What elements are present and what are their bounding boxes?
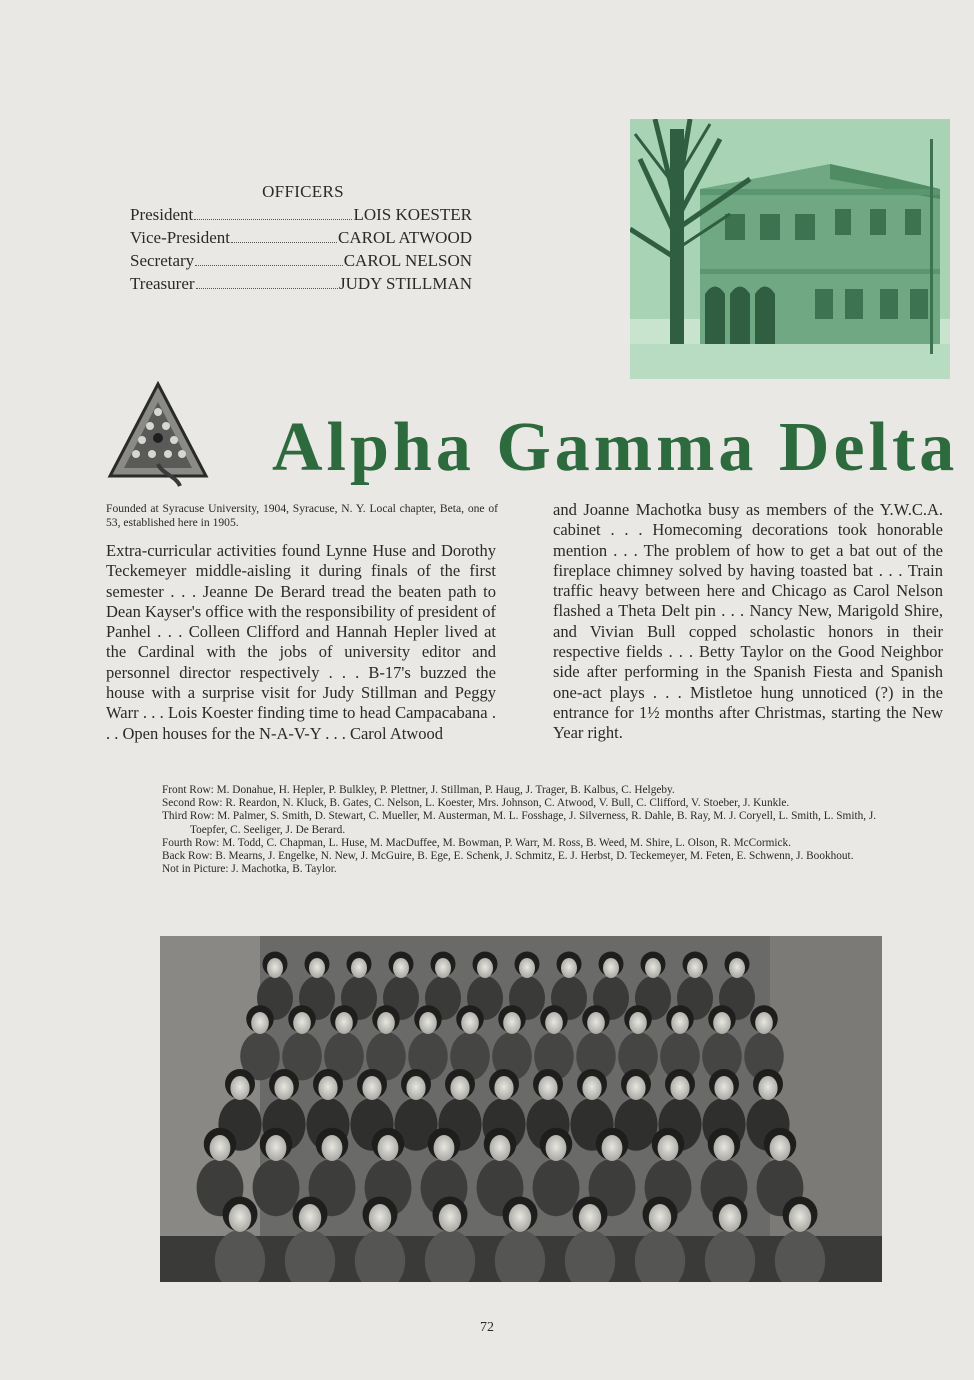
person-face bbox=[419, 1012, 437, 1034]
person-face bbox=[351, 958, 367, 978]
person-body bbox=[533, 1159, 580, 1216]
page-title: Alpha Gamma Delta bbox=[272, 409, 959, 486]
officer-row bbox=[130, 249, 472, 272]
person-face bbox=[770, 1135, 791, 1161]
person-face bbox=[503, 1012, 521, 1034]
person-face bbox=[671, 1012, 689, 1034]
person-face bbox=[758, 1076, 777, 1100]
person-face bbox=[519, 958, 535, 978]
person-face bbox=[406, 1076, 425, 1100]
person-face bbox=[210, 1135, 231, 1161]
person-face bbox=[490, 1135, 511, 1161]
person-face bbox=[318, 1076, 337, 1100]
person-face bbox=[293, 1012, 311, 1034]
officer-row bbox=[130, 272, 472, 295]
officer-row bbox=[130, 203, 472, 226]
person-face bbox=[789, 1204, 811, 1232]
photo-caption bbox=[162, 784, 884, 876]
founding-note: Founded at Syracuse University, 1904, Syracuse, N. Y. Local chapter, Beta, one of 53, established here in 1905. bbox=[106, 502, 498, 529]
group-photo bbox=[160, 936, 882, 1282]
person-body bbox=[253, 1159, 300, 1216]
officer-role: Treasurer bbox=[130, 274, 195, 293]
person-face bbox=[649, 1204, 671, 1232]
person-face bbox=[335, 1012, 353, 1034]
sorority-pin-icon bbox=[106, 380, 210, 488]
caption-line: Front Row: M. Donahue, H. Hepler, P. Bulkley, P. Plettner, J. Stillman, P. Haug, J. Trager, B. Kalbus, C. Helgeby. bbox=[162, 784, 675, 796]
person-face bbox=[538, 1076, 557, 1100]
person-face bbox=[477, 958, 493, 978]
person-face bbox=[645, 958, 661, 978]
officers-heading: OFFICERS bbox=[262, 182, 344, 201]
page-number: 72 bbox=[480, 1320, 494, 1335]
person-face bbox=[450, 1076, 469, 1100]
officer-name: JUDY STILLMAN bbox=[338, 274, 472, 293]
person-face bbox=[714, 1076, 733, 1100]
body-column-right: and Joanne Machotka busy as members of the Y.W.C.A. cabinet . . . Homecoming decorations took honorable mention . . . The problem of how to get a bat out of the fireplace chimney solved by having toasted bat . . . Train traffic heavy between here and Chicago as Carol Nelson flashed a Theta Delt pin . . . Nancy New, Marigold Shire, and Vivian Bull copped scholastic honors in their respective fields . . . Betty Taylor on the Good Neighbor side after performing in the Spanish Fiesta and Spanish one-act plays . . . Mistletoe hung unnoticed (?) in the entrance for 1½ months after Christmas, starting the New Year right. bbox=[553, 500, 943, 743]
officer-name: CAROL ATWOOD bbox=[338, 228, 472, 247]
officer-name: CAROL NELSON bbox=[343, 251, 472, 270]
person-face bbox=[579, 1204, 601, 1232]
person-face bbox=[439, 1204, 461, 1232]
person-face bbox=[545, 1012, 563, 1034]
officer-name: LOIS KOESTER bbox=[353, 205, 472, 224]
person-face bbox=[266, 1135, 287, 1161]
person-face bbox=[435, 958, 451, 978]
person-face bbox=[377, 1012, 395, 1034]
person-face bbox=[626, 1076, 645, 1100]
officer-row bbox=[130, 226, 472, 249]
leader-dots bbox=[194, 219, 352, 220]
person-face bbox=[587, 1012, 605, 1034]
person-face bbox=[267, 958, 283, 978]
officer-role: President bbox=[130, 205, 194, 224]
person-face bbox=[378, 1135, 399, 1161]
caption-line: Back Row: B. Mearns, J. Engelke, N. New, J. McGuire, B. Ege, E. Schenk, J. Schmitz, E. J. Herbst, D. Teckemeyer, M. Feten, E. Schwenn, J. Bookhout. bbox=[162, 850, 854, 863]
person-face bbox=[393, 958, 409, 978]
person-face bbox=[230, 1076, 249, 1100]
person-face bbox=[546, 1135, 567, 1161]
person-face bbox=[509, 1204, 531, 1232]
body-column-left: Extra-curricular activities found Lynne Huse and Dorothy Teckemeyer middle-aisling it during finals of the first semester . . . Jeanne De Berard tread the beaten path to Dean Kayser's office with the responsibility of president of Panhel . . . Colleen Clifford and Hannah Hepler lived at the Cardinal with the jobs of university editor and personnel director respectively . . . B-17's buzzed the house with a surprise visit for Judy Stillman and Peggy Warr . . . Lois Koester finding time to head Campacabana . . . Open houses for the N-A-V-Y . . . Carol Atwood bbox=[106, 541, 496, 743]
person-face bbox=[582, 1076, 601, 1100]
chapter-house-photo bbox=[630, 119, 950, 379]
person-face bbox=[602, 1135, 623, 1161]
leader-dots bbox=[231, 242, 337, 243]
person-face bbox=[713, 1012, 731, 1034]
leader-dots bbox=[195, 265, 343, 266]
person-face bbox=[309, 958, 325, 978]
person-face bbox=[362, 1076, 381, 1100]
caption-line: Fourth Row: M. Todd, C. Chapman, L. Huse, M. MacDuffee, M. Bowman, P. Warr, M. Ross, B. Weed, M. Shire, L. Olson, R. McCormick. bbox=[162, 836, 792, 849]
person-face bbox=[603, 958, 619, 978]
person-face bbox=[687, 958, 703, 978]
leader-dots bbox=[196, 288, 338, 289]
person-face bbox=[461, 1012, 479, 1034]
person-face bbox=[719, 1204, 741, 1232]
caption-line: Not in Picture: J. Machotka, B. Taylor. bbox=[162, 863, 337, 876]
person-face bbox=[729, 958, 745, 978]
officer-role: Secretary bbox=[130, 251, 195, 270]
officer-role: Vice-President bbox=[130, 228, 230, 247]
caption-line: Second Row: R. Reardon, N. Kluck, B. Gates, C. Nelson, L. Koester, Mrs. Johnson, C. Atwood, V. Bull, C. Clifford, V. Stoeber, J. Kunkle. bbox=[162, 797, 790, 810]
person-face bbox=[755, 1012, 773, 1034]
person-face bbox=[629, 1012, 647, 1034]
person-face bbox=[251, 1012, 269, 1034]
person-face bbox=[434, 1135, 455, 1161]
person-face bbox=[229, 1204, 251, 1232]
caption-line: Third Row: M. Palmer, S. Smith, D. Stewart, C. Mueller, M. Austerman, M. L. Fosshage, J. Silverness, R. Dahle, B. Ray, M. J. Coryell, L. Smith, L. Smith, J. Toepfer, C. Seeliger, J. De Berard. bbox=[162, 810, 877, 836]
person-face bbox=[658, 1135, 679, 1161]
person-face bbox=[561, 958, 577, 978]
person-face bbox=[670, 1076, 689, 1100]
person-face bbox=[274, 1076, 293, 1100]
person-face bbox=[369, 1204, 391, 1232]
person-face bbox=[714, 1135, 735, 1161]
officers-block bbox=[130, 180, 472, 295]
person-face bbox=[299, 1204, 321, 1232]
person-face bbox=[494, 1076, 513, 1100]
person-face bbox=[322, 1135, 343, 1161]
